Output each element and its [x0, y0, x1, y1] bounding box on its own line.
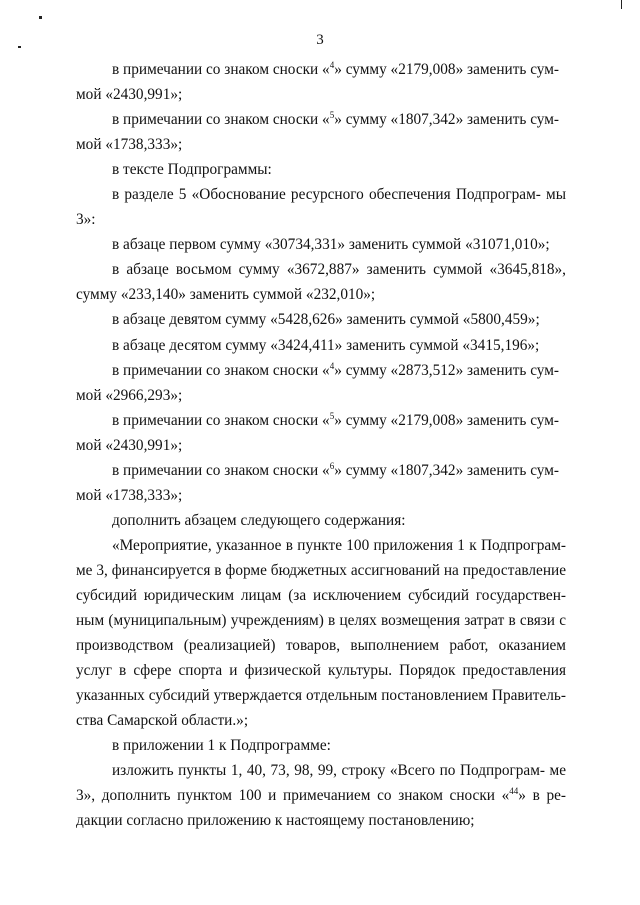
paragraph: мой «1738,333»;	[76, 136, 183, 154]
footnote-mark: 44	[509, 786, 519, 797]
paragraph-text: » сумму «1807,342» заменить сум-	[334, 461, 560, 479]
footnote-mark: 4	[329, 360, 335, 371]
document-body	[76, 57, 566, 833]
paragraph	[76, 57, 566, 82]
page-number: 3	[316, 32, 324, 48]
paragraph	[76, 107, 566, 132]
paragraph: в абзаце девятом сумму «5428,626» заменить суммой «5800,459»;	[112, 311, 540, 329]
paragraph-text: в примечании со знаком сноски «	[112, 411, 330, 429]
paragraph-text: » сумму «1807,342» заменить сум-	[334, 111, 560, 129]
paragraph: в абзаце первом сумму «30734,331» заменить суммой «31071,010»;	[112, 236, 550, 254]
paragraph: в разделе 5 «Обоснование ресурсного обеспечения Подпрограм- мы 3»:	[76, 186, 566, 229]
paragraph: мой «2430,991»;	[76, 86, 183, 104]
footnote-mark: 6	[329, 460, 335, 471]
paragraph-text: в примечании со знаком сноски «	[112, 361, 330, 379]
paragraph-text: » в ре- дакции согласно приложению к настоящему постановлению;	[76, 787, 566, 830]
paragraph: в приложении 1 к Подпрограмме:	[112, 737, 331, 755]
paragraph-text: » сумму «2179,008» заменить сум-	[334, 61, 560, 78]
footnote-mark: 4	[329, 60, 335, 70]
paragraph	[76, 758, 566, 833]
paragraph-text: » сумму «2179,008» заменить сум-	[334, 411, 560, 429]
footnote-mark: 5	[329, 410, 335, 421]
paragraph	[76, 358, 566, 383]
paragraph: мой «2966,293»;	[76, 386, 183, 404]
paragraph-text: в примечании со знаком сноски «	[112, 111, 330, 129]
paragraph	[76, 408, 566, 433]
footnote-mark: 5	[329, 110, 335, 121]
paragraph: мой «1738,333»;	[76, 486, 183, 504]
paragraph: «Мероприятие, указанное в пункте 100 приложения 1 к Подпрограм- ме 3, финансируется в форме бюджетных ассигнований на предоставление субсидий юридическим лицам (за исключением субсидий государствен- ным (муниципальным) учреждениям) в целях возмещения затрат в связи с производством (реализацией) товаров, выполнением работ, оказанием услуг в сфере спорта и физической культуры. Порядок предоставления указанных субсидий утверждается отдельным постановлением Правитель- ства Самарской области.»;	[76, 536, 566, 730]
paragraph-text: в примечании со знаком сноски «	[112, 61, 330, 78]
paragraph: в тексте Подпрограммы:	[112, 161, 272, 179]
scan-mark	[39, 16, 42, 19]
paragraph-text: в примечании со знаком сноски «	[112, 461, 330, 479]
paragraph-text: » сумму «2873,512» заменить сум-	[334, 361, 560, 379]
paragraph: мой «2430,991»;	[76, 436, 183, 454]
paragraph: в абзаце восьмом сумму «3672,887» заменить суммой «3645,818», сумму «233,140» заменить суммой «232,010»;	[76, 261, 566, 304]
paragraph: в абзаце десятом сумму «3424,411» заменить суммой «3415,196»;	[112, 336, 540, 354]
paragraph-text: изложить пункты 1, 40, 73, 98, 99, строку «Всего по Подпрограм- ме 3», дополнить пунктом 100 и примечанием со знаком сноски «	[76, 762, 566, 805]
paragraph: дополнить абзацем следующего содержания:	[112, 511, 406, 529]
paragraph	[76, 458, 566, 483]
scan-mark	[621, 0, 622, 9]
